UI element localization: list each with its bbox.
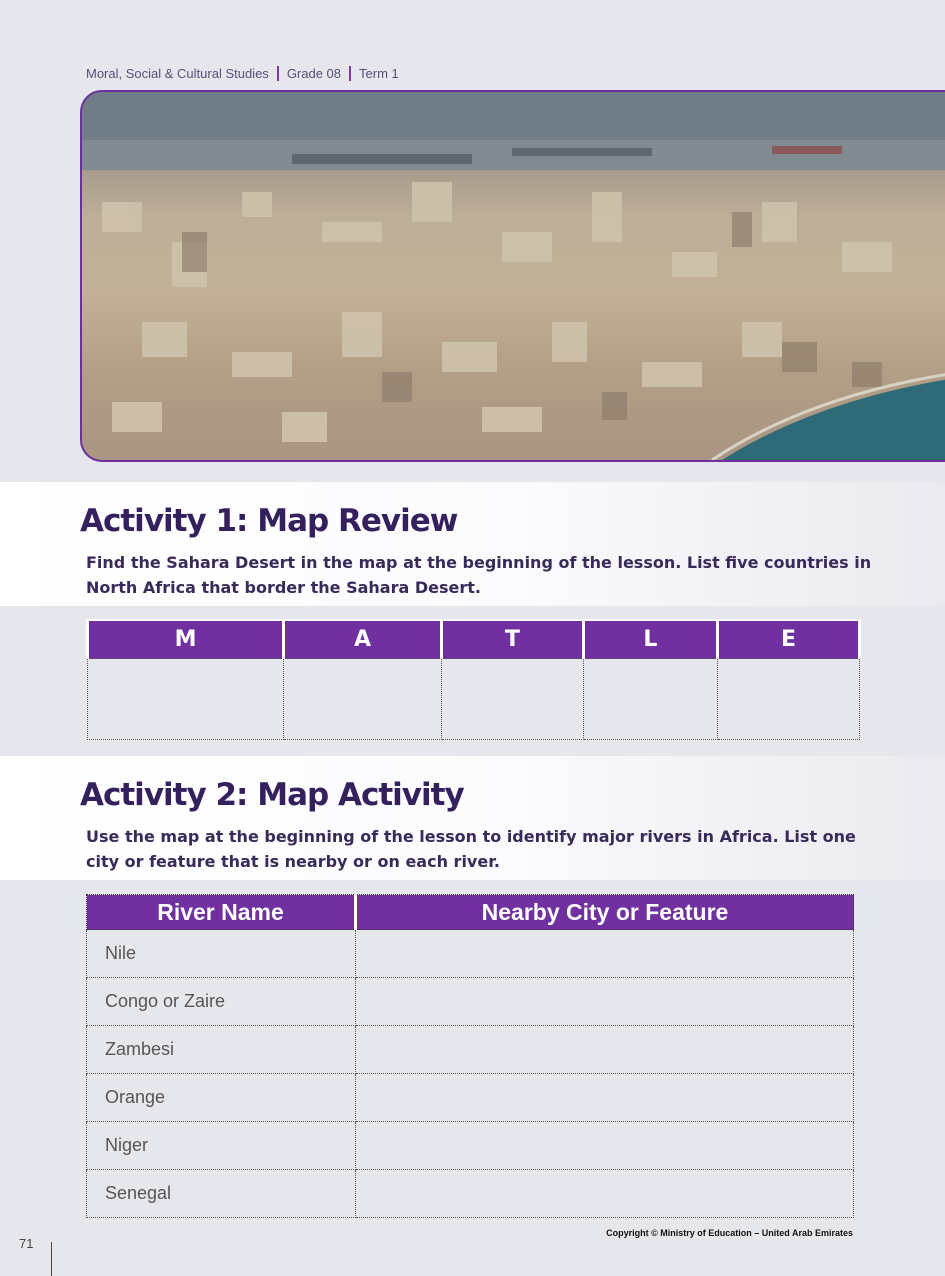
breadcrumb-separator: [277, 66, 279, 81]
nearby-feature-cell[interactable]: [356, 1026, 854, 1074]
table-row: [87, 1074, 854, 1122]
answer-cell-m[interactable]: [88, 659, 284, 740]
column-header-e: E: [717, 620, 859, 659]
activity1-table: [86, 619, 861, 740]
river-name-cell: Zambesi: [87, 1026, 356, 1074]
activity2-title: Activity 2: Map Activity: [80, 777, 464, 813]
breadcrumb-grade: Grade 08: [286, 66, 342, 81]
column-header-a: A: [284, 620, 442, 659]
page-number: 71: [19, 1236, 34, 1251]
answer-cell-a[interactable]: [284, 659, 442, 740]
answer-cell-e[interactable]: [717, 659, 859, 740]
table-row: [87, 1170, 854, 1218]
activity2-instruction: Use the map at the beginning of the lesson to identify major rivers in Africa. List one city or feature that is nearby or on each river.: [86, 827, 856, 871]
breadcrumb-subject: Moral, Social & Cultural Studies: [86, 66, 269, 81]
nearby-feature-header: Nearby City or Feature: [356, 895, 854, 930]
activity1-title: Activity 1: Map Review: [80, 503, 458, 539]
river-name-cell: Orange: [87, 1074, 356, 1122]
river-name-cell: Senegal: [87, 1170, 356, 1218]
nearby-feature-cell[interactable]: [356, 978, 854, 1026]
copyright-notice: Copyright © Ministry of Education – United Arab Emirates: [606, 1228, 853, 1238]
answer-cell-l[interactable]: [583, 659, 717, 740]
city-aerial-photo: [80, 90, 945, 462]
table-row: [87, 930, 854, 978]
nearby-feature-cell[interactable]: [356, 930, 854, 978]
breadcrumb-separator: [349, 66, 351, 81]
page-divider: [51, 1242, 52, 1276]
activity1-instruction: Find the Sahara Desert in the map at the beginning of the lesson. List five countries in North Africa that border the Sahara Desert.: [86, 553, 872, 597]
table-row: [87, 1026, 854, 1074]
nearby-feature-cell[interactable]: [356, 1074, 854, 1122]
river-name-cell: Nile: [87, 930, 356, 978]
breadcrumb-term: Term 1: [359, 66, 399, 81]
river-name-cell: Congo or Zaire: [87, 978, 356, 1026]
column-header-m: M: [88, 620, 284, 659]
activity2-table: [86, 894, 854, 1218]
table-row: [87, 978, 854, 1026]
river-name-header: River Name: [87, 895, 356, 930]
nearby-feature-cell[interactable]: [356, 1122, 854, 1170]
city-photo-illustration: [82, 92, 945, 460]
nearby-feature-cell[interactable]: [356, 1170, 854, 1218]
table-row: [87, 1122, 854, 1170]
answer-cell-t[interactable]: [441, 659, 583, 740]
breadcrumb: [86, 66, 399, 81]
column-header-l: L: [583, 620, 717, 659]
river-name-cell: Niger: [87, 1122, 356, 1170]
column-header-t: T: [441, 620, 583, 659]
